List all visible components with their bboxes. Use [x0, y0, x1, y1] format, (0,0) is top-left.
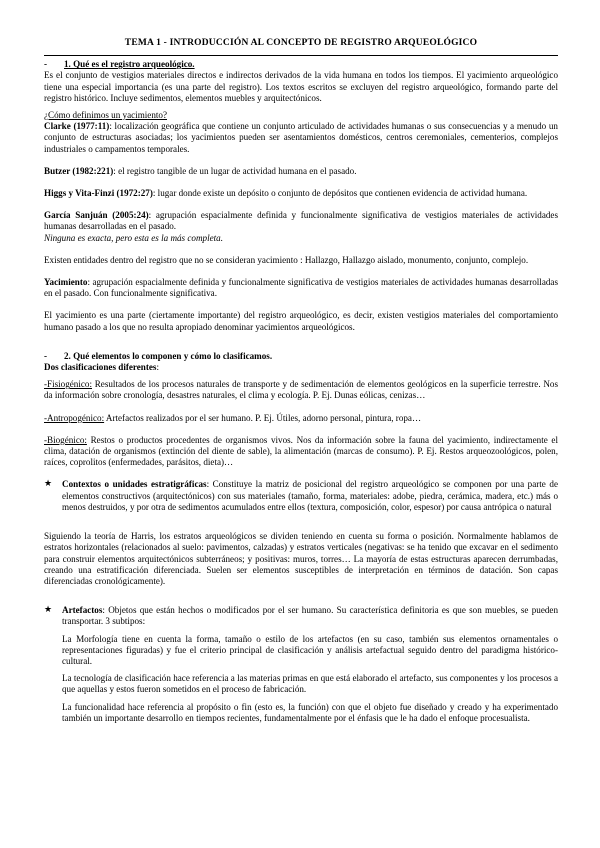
higgs-definition: [44, 188, 558, 199]
contextos-term: Contextos o unidades estratigráficas: [62, 479, 207, 490]
document-page: [44, 38, 558, 724]
section-1-heading: [44, 59, 558, 70]
biogenico-item: [44, 435, 558, 469]
antropogenico-text: Artefactos realizados por el ser humano. P. Ej. Útiles, adorno personal, pintura, ropa…: [104, 412, 422, 423]
yacimiento-part-paragraph: El yacimiento es una parte (ciertamente importante) del registro arqueológico, es decir, existen vestigios materiales del comportamiento humano pasado a los que no resulta apropiado denominar yacimientos arqueológicos.: [44, 310, 558, 332]
garcia-definition: [44, 210, 558, 232]
morfologia-paragraph: La Morfología tiene en cuenta la forma, tamaño o estilo de los artefactos (en su caso, también sus elementos ornamentales o representaciones figuradas) y fue el criterio principal de clasificación y análisis artefactual seguido dentro del paradigma histórico-cultural.: [62, 633, 558, 666]
document-title: TEMA 1 - INTRODUCCIÓN AL CONCEPTO DE REGISTRO ARQUEOLÓGICO: [124, 38, 478, 48]
harris-paragraph: Siguiendo la teoría de Harris, los estratos arqueológicos se dividen teniendo en cuenta su forma o posición. Normalmente hablamos de estratos horizontales (relacionados al suelo: pavimentos, calzadas) y estratos verticales (negativas: se ha tenido que excavar en el sedimento para construir elementos arquitectónicos subterráneos; y positivas: muros, torres… La mayoría de estas estructuras aparecen derrumbadas, creando una estratificación diferenciada. Suelen ser elementos susceptibles de interpretación en términos de datación. Son capas diferenciadas cronológicamente).: [44, 531, 558, 586]
higgs-author: Higgs y Vita-Finzi (1972:27): [44, 188, 153, 199]
fisiogenico-item: [44, 379, 558, 401]
butzer-text: : el registro tangible de un lugar de actividad humana en el pasado.: [113, 165, 357, 176]
section-1-dash: -: [44, 59, 48, 70]
title-divider: [44, 55, 558, 56]
contextos-bullet: [44, 479, 558, 513]
artefactos-bullet: [44, 605, 558, 627]
yacimiento-question: ¿Cómo definimos un yacimiento?: [44, 110, 167, 121]
clarke-definition: [44, 121, 558, 155]
higgs-text: : lugar donde existe un depósito o conjunto de depósitos que contienen evidencia de actividad humana.: [152, 188, 528, 199]
butzer-definition: [44, 166, 558, 177]
biogenico-text: Restos o productos procedentes de organismos vivos. Nos da información sobre la fauna del yacimiento, indirectamente el clima, datación de organismos (extinción del diente de sable), la alimentación (marcas de consumo). P. Ej. Restos arqueozoológicos, polen, raíces, coprolitos (enfermedades, parásitos, dieta)…: [44, 434, 558, 468]
artefactos-text: : Objetos que están hechos o modificados por el ser humano. Su característica definitoria es que son muebles, se pueden transportar. 3 subtipos:: [62, 605, 558, 627]
antropogenico-term: -Antropogénico:: [44, 412, 105, 423]
classifications-colon: :: [156, 362, 160, 373]
classifications-label: Dos clasificaciones diferentes: [44, 362, 157, 373]
butzer-author: Butzer (1982:221): [44, 165, 114, 176]
contextos-text: : Constituye la matriz de posicional del registro arqueológico se componen por una parte de elementos constructivos (arquitectónicos) con sus materiales (tamaño, forma, materiales: adobe, piedra, cerámica, madera, etc.) más o menos destruidos, y por otra de sedimentos acumulados entre ellos (textura, composición, color, espesor) por causa antrópica o natural: [62, 479, 558, 512]
yacimiento-text: : agrupación espacialmente definida y funcionalmente significativa de vestigios materiales de actividades humanas desarrolladas en el pasado. Con funcionalmente significativa.: [44, 277, 558, 299]
section-2-heading: [44, 351, 558, 362]
star-bullet-icon: ★: [44, 479, 53, 490]
classifications-subheading: [44, 362, 558, 373]
section-1-title: 1. Qué es el registro arqueológico.: [64, 59, 195, 70]
funcionalidad-paragraph: La funcionalidad hace referencia al propósito o fin (esto es, la función) con que el objeto fue diseñado y creado y ha experimentado también un importante desarrollo en tiempos recientes, fundamentalmente por el énfasis que le ha dado el enfoque procesualista.: [62, 701, 558, 723]
antropogenico-item: [44, 413, 558, 424]
entities-paragraph: Existen entidades dentro del registro que no se consideran yacimiento : Hallazgo, Hallazgo aislado, monumento, conjunto, complejo.: [44, 254, 529, 265]
tecnologia-paragraph: La tecnología de clasificación hace referencia a las materias primas en que está elaborado el artefacto, sus componentes y los procesos a que aquellas y estos fueron sometidos en el proceso de fabricación.: [62, 673, 558, 695]
garcia-author: García Sanjuán (2005:24): [44, 210, 149, 221]
clarke-author: Clarke (1977:11): [44, 121, 110, 132]
biogenico-term: -Biogénico:: [44, 434, 87, 445]
fisiogenico-text: Resultados de los procesos naturales de transporte y de sedimentación de elementos geológicos en la superficie terrestre. Nos da información sobre cronología, desastres naturales, el clima y ecología. P. Ej. Dunas eólicas, cenizas…: [44, 379, 558, 401]
yacimiento-definition: [44, 277, 558, 299]
fisiogenico-term: -Fisiogénico:: [44, 379, 92, 390]
section-2-title: 2. Qué elementos lo componen y cómo lo clasificamos.: [64, 350, 273, 361]
clarke-text: : localización geográfica que contiene un conjunto articulado de actividades humanas o sus consecuencias y a menudo un conjunto de estructuras asociadas; los yacimientos pueden ser asentamientos domésticos, centros ceremoniales, cementerios, complejos industriales o campamentos temporales.: [44, 121, 558, 154]
star-bullet-icon: ★: [44, 605, 53, 616]
garcia-text: : agrupación espacialmente definida y funcionalmente significativa de vestigios materiales de actividades humanas desarrolladas en el pasado.: [44, 210, 558, 232]
yacimiento-term: Yacimiento: [44, 277, 88, 288]
artefactos-term: Artefactos: [62, 605, 103, 616]
registro-definition: Es el conjunto de vestigios materiales directos e indirectos derivados de la vida humana en todos los tiempos. El yacimiento arqueológico tiene una especial importancia (es una parte del registro). Los textos escritos se excluyen del registro arqueológico, formando parte del registro histórico. Incluye sedimentos, elementos muebles y arquitectónicos.: [44, 70, 558, 103]
section-2-dash: -: [44, 350, 48, 361]
garcia-note: Ninguna es exacta, pero esta es la más completa.: [44, 232, 223, 243]
